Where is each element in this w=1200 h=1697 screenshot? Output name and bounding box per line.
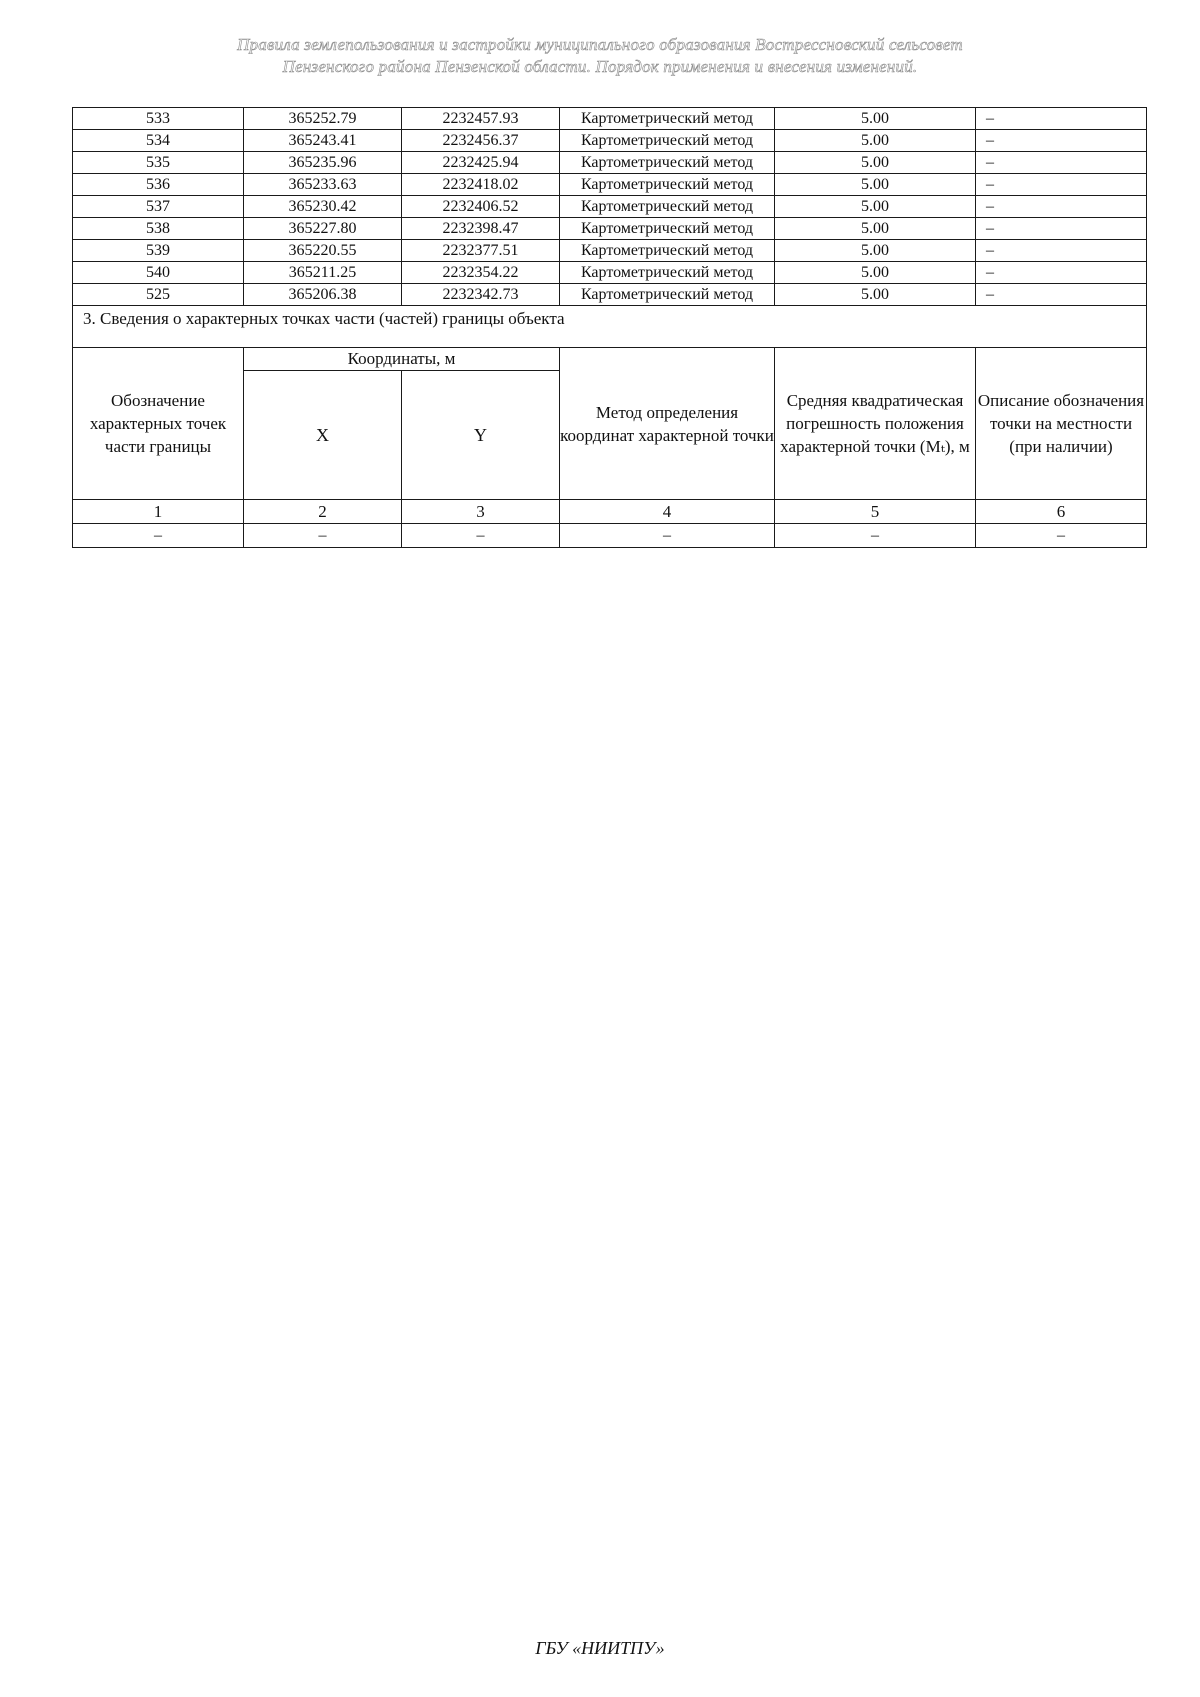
table-row (73, 240, 1147, 262)
error-cell: 5.00 (775, 284, 976, 306)
column-numbers-row (73, 500, 1147, 524)
point-cell: 533 (73, 108, 244, 130)
table-row (73, 152, 1147, 174)
description-cell: – (976, 174, 1147, 196)
empty-data-row (73, 524, 1147, 548)
description-cell: – (976, 218, 1147, 240)
page-footer: ГБУ «НИИТПУ» (535, 1638, 665, 1658)
description-cell: – (976, 284, 1147, 306)
method-cell: Картометрический метод (560, 240, 775, 262)
empty-cell: – (402, 524, 560, 548)
header-line-2: Пензенского района Пензенской области. Порядок применения и внесения изменений. (282, 57, 918, 76)
y-cell: 2232418.02 (402, 174, 560, 196)
error-cell: 5.00 (775, 174, 976, 196)
section-3-title: 3. Сведения о характерных точках части (частей) границы объекта (73, 306, 1147, 348)
error-cell: 5.00 (775, 108, 976, 130)
page-header (0, 34, 1200, 78)
y-cell: 2232377.51 (402, 240, 560, 262)
method-cell: Картометрический метод (560, 174, 775, 196)
error-cell: 5.00 (775, 262, 976, 284)
empty-cell: – (976, 524, 1147, 548)
description-cell: – (976, 240, 1147, 262)
table-row (73, 262, 1147, 284)
method-cell: Картометрический метод (560, 152, 775, 174)
point-cell: 525 (73, 284, 244, 306)
column-number: 1 (73, 500, 244, 524)
error-cell: 5.00 (775, 130, 976, 152)
x-cell: 365235.96 (244, 152, 402, 174)
column-number: 5 (775, 500, 976, 524)
x-cell: 365230.42 (244, 196, 402, 218)
coordinates-table (72, 107, 1147, 548)
header-line-1: Правила землепользования и застройки муниципального образования Вострессновский сельсовет (237, 35, 963, 54)
y-cell: 2232406.52 (402, 196, 560, 218)
description-cell: – (976, 152, 1147, 174)
y-cell: 2232398.47 (402, 218, 560, 240)
col-header-description: Описание обозначения точки на местности (при наличии) (976, 348, 1147, 500)
point-cell: 539 (73, 240, 244, 262)
table-row (73, 284, 1147, 306)
column-number: 3 (402, 500, 560, 524)
data-rows (73, 108, 1147, 306)
x-cell: 365211.25 (244, 262, 402, 284)
x-cell: 365220.55 (244, 240, 402, 262)
method-cell: Картометрический метод (560, 196, 775, 218)
table-row (73, 174, 1147, 196)
point-cell: 538 (73, 218, 244, 240)
y-cell: 2232342.73 (402, 284, 560, 306)
empty-cell: – (244, 524, 402, 548)
point-cell: 537 (73, 196, 244, 218)
y-cell: 2232457.93 (402, 108, 560, 130)
point-cell: 540 (73, 262, 244, 284)
point-cell: 534 (73, 130, 244, 152)
empty-cell: – (560, 524, 775, 548)
col-header-error: Средняя квадратическая погрешность положения характерной точки (Mₜ), м (775, 348, 976, 500)
y-cell: 2232456.37 (402, 130, 560, 152)
error-cell: 5.00 (775, 218, 976, 240)
col-header-method: Метод определения координат характерной точки (560, 348, 775, 500)
point-cell: 535 (73, 152, 244, 174)
error-cell: 5.00 (775, 240, 976, 262)
table-row (73, 130, 1147, 152)
column-number: 2 (244, 500, 402, 524)
column-number: 4 (560, 500, 775, 524)
description-cell: – (976, 108, 1147, 130)
x-cell: 365243.41 (244, 130, 402, 152)
method-cell: Картометрический метод (560, 108, 775, 130)
table-row (73, 108, 1147, 130)
section-3 (73, 306, 1147, 548)
error-cell: 5.00 (775, 196, 976, 218)
point-cell: 536 (73, 174, 244, 196)
method-cell: Картометрический метод (560, 218, 775, 240)
description-cell: – (976, 262, 1147, 284)
method-cell: Картометрический метод (560, 284, 775, 306)
description-cell: – (976, 130, 1147, 152)
method-cell: Картометрический метод (560, 130, 775, 152)
col-header-y: Y (402, 371, 560, 500)
error-cell: 5.00 (775, 152, 976, 174)
x-cell: 365233.63 (244, 174, 402, 196)
empty-cell: – (775, 524, 976, 548)
x-cell: 365206.38 (244, 284, 402, 306)
col-header-point: Обозначение характерных точек части границы (73, 348, 244, 500)
empty-cell: – (73, 524, 244, 548)
table-row (73, 196, 1147, 218)
x-cell: 365252.79 (244, 108, 402, 130)
col-header-x: X (244, 371, 402, 500)
table-row (73, 218, 1147, 240)
description-cell: – (976, 196, 1147, 218)
y-cell: 2232354.22 (402, 262, 560, 284)
column-number: 6 (976, 500, 1147, 524)
col-header-coordinates: Координаты, м (244, 348, 560, 371)
x-cell: 365227.80 (244, 218, 402, 240)
y-cell: 2232425.94 (402, 152, 560, 174)
method-cell: Картометрический метод (560, 262, 775, 284)
